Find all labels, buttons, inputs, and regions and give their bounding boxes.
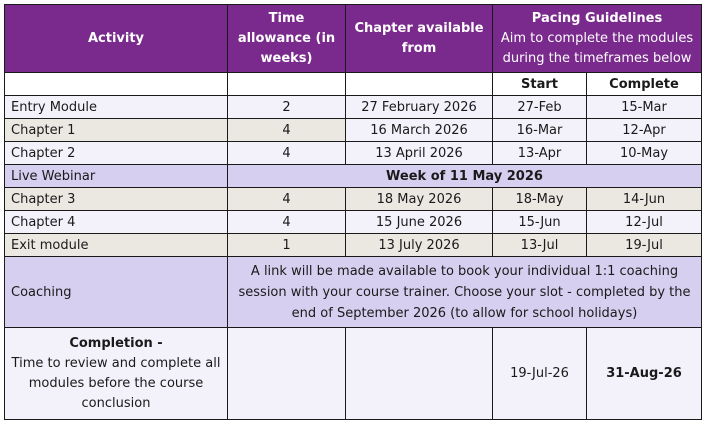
- available-cell: 27 February 2026: [346, 96, 493, 119]
- table-row: [5, 188, 702, 211]
- weeks-cell: 4: [228, 211, 346, 234]
- subheader-empty-1: [5, 73, 228, 96]
- weeks-cell: 4: [228, 142, 346, 165]
- available-cell: 16 March 2026: [346, 119, 493, 142]
- table-row: [5, 96, 702, 119]
- start-cell: 13-Jul: [493, 234, 587, 257]
- subheader-row: [5, 73, 702, 96]
- weeks-cell: 4: [228, 119, 346, 142]
- available-cell: 13 April 2026: [346, 142, 493, 165]
- webinar-activity-cell: Live Webinar: [5, 165, 228, 188]
- header-pacing: [493, 5, 702, 73]
- coaching-activity-cell: Coaching: [5, 257, 228, 328]
- complete-cell: 14-Jun: [587, 188, 702, 211]
- header-row: [5, 5, 702, 73]
- start-cell: 18-May: [493, 188, 587, 211]
- available-cell: 13 July 2026: [346, 234, 493, 257]
- complete-cell: 15-Mar: [587, 96, 702, 119]
- start-cell: 16-Mar: [493, 119, 587, 142]
- start-cell: 27-Feb: [493, 96, 587, 119]
- activity-cell: Chapter 4: [5, 211, 228, 234]
- table-row: [5, 142, 702, 165]
- weeks-cell: 4: [228, 188, 346, 211]
- complete-cell: 12-Jul: [587, 211, 702, 234]
- activity-cell: Chapter 3: [5, 188, 228, 211]
- webinar-date-cell: Week of 11 May 2026: [228, 165, 702, 188]
- pacing-title: Pacing Guidelines: [531, 10, 663, 26]
- start-cell: 13-Apr: [493, 142, 587, 165]
- activity-cell: Entry Module: [5, 96, 228, 119]
- subheader-empty-3: [346, 73, 493, 96]
- table-row: [5, 211, 702, 234]
- completion-available-cell: [346, 328, 493, 420]
- available-cell: 18 May 2026: [346, 188, 493, 211]
- completion-start-cell: 19-Jul-26: [493, 328, 587, 420]
- header-chapter-available: Chapter available from: [346, 5, 493, 73]
- pacing-subtitle: Aim to complete the modules during the timeframes below: [500, 30, 694, 66]
- header-start: Start: [493, 73, 587, 96]
- coaching-message-cell: A link will be made available to book your individual 1:1 coaching session with your course trainer. Choose your slot - completed by the end of September 2026 (to allow for school holidays): [228, 257, 702, 328]
- subheader-empty-2: [228, 73, 346, 96]
- complete-cell: 19-Jul: [587, 234, 702, 257]
- completion-row: [5, 328, 702, 420]
- weeks-cell: 2: [228, 96, 346, 119]
- completion-description: Time to review and complete all modules before the course conclusion: [11, 355, 221, 411]
- completion-activity-cell: [5, 328, 228, 420]
- webinar-row: [5, 165, 702, 188]
- coaching-row: [5, 257, 702, 328]
- available-cell: 15 June 2026: [346, 211, 493, 234]
- activity-cell: Chapter 1: [5, 119, 228, 142]
- pacing-table: [4, 4, 702, 420]
- completion-weeks-cell: [228, 328, 346, 420]
- completion-title: Completion -: [69, 335, 163, 351]
- table-row: [5, 234, 702, 257]
- start-cell: 15-Jun: [493, 211, 587, 234]
- weeks-cell: 1: [228, 234, 346, 257]
- complete-cell: 12-Apr: [587, 119, 702, 142]
- header-complete: Complete: [587, 73, 702, 96]
- activity-cell: Exit module: [5, 234, 228, 257]
- complete-cell: 10-May: [587, 142, 702, 165]
- header-activity: Activity: [5, 5, 228, 73]
- completion-complete-cell: 31-Aug-26: [587, 328, 702, 420]
- header-time-allowance: Time allowance (in weeks): [228, 5, 346, 73]
- table-row: [5, 119, 702, 142]
- activity-cell: Chapter 2: [5, 142, 228, 165]
